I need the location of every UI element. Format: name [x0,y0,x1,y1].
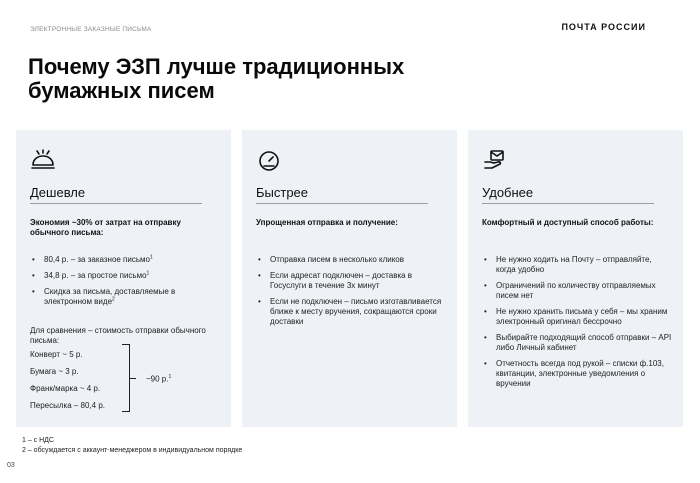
list-item: • Не нужно хранить письма у себя – мы храним электронный оригинал бессрочно [482,307,672,327]
footnote: 2 – обсуждается с аккаунт-менеджером в индивидуальном порядке [22,447,243,454]
card-title: Удобнее [482,185,534,200]
benefit-list [482,255,672,395]
total-cost: ~90 р.$^1$ [146,374,172,384]
speedometer-icon [256,148,282,172]
list-item: • Отправка писем в несколько кликов [256,255,446,265]
cards-container [16,130,683,427]
benefit-list [30,255,220,313]
cost-item: Бумага ~ 3 р. [30,367,79,376]
card-title: Быстрее [256,185,309,200]
list-item: • Ограничений по количеству отправляемых писем нет [482,281,672,301]
card-subhead: Комфортный и доступный способ работы: [482,218,654,227]
list-item: • Выбирайте подходящий способ отправки – API либо Личный кабинет [482,333,672,353]
benefit-list [256,255,446,333]
list-item: • 80,4 р. – за заказное письмо$^1$ [30,255,220,265]
hand-envelope-icon [482,148,508,172]
list-item: • Скидка за письма, доставляемые в электронном виде$^2$ [30,287,220,307]
page-title-line2: бумажных писем [28,78,215,103]
card-subhead: Упрощенная отправка и получение: [256,218,398,227]
footnote: 1 – с НДС [22,437,54,444]
card-title: Дешевле [30,185,86,200]
divider [256,203,428,204]
page-title-line1: Почему ЭЗП лучше традиционных [28,54,405,79]
card-cheaper [16,130,231,427]
card-faster [242,130,457,427]
cost-item: Франк/марка ~ 4 р. [30,384,101,393]
logo: ПОЧТА РОССИИ [561,22,646,32]
page-title [28,55,508,103]
cost-item: Пересылка – 80,4 р. [30,401,105,410]
divider [482,203,654,204]
card-subhead: Экономия ~30% от затрат на отправку обычного письма: [30,218,181,237]
list-item: • Не нужно ходить на Почту – отправляйте, когда удобно [482,255,672,275]
cost-brace [122,344,130,412]
divider [30,203,202,204]
list-item: • Отчетность всегда под рукой – списки ф.103, квитанции, электронные уведомления о вручении [482,359,672,389]
footnotes [22,436,242,456]
page-number: 03 [7,462,15,469]
cost-item: Конверт ~ 5 р. [30,350,83,359]
card-more-convenient [468,130,683,427]
cost-brace-tick [130,378,136,379]
section-kicker: ЭЛЕКТРОННЫЕ ЗАКАЗНЫЕ ПИСЬМА [30,26,152,33]
list-item: • Если адресат подключен – доставка в Госуслуги в течение 3х минут [256,271,446,291]
comparison-text: Для сравнения – стоимость отправки обычного письма: [30,326,206,345]
list-item: • Если не подключен – письмо изготавливается ближе к месту вручения, сокращаются сроки доставки [256,297,446,327]
list-item: • 34,8 р. – за простое письмо$^1$ [30,271,220,281]
piggy-bank-icon [30,148,56,172]
